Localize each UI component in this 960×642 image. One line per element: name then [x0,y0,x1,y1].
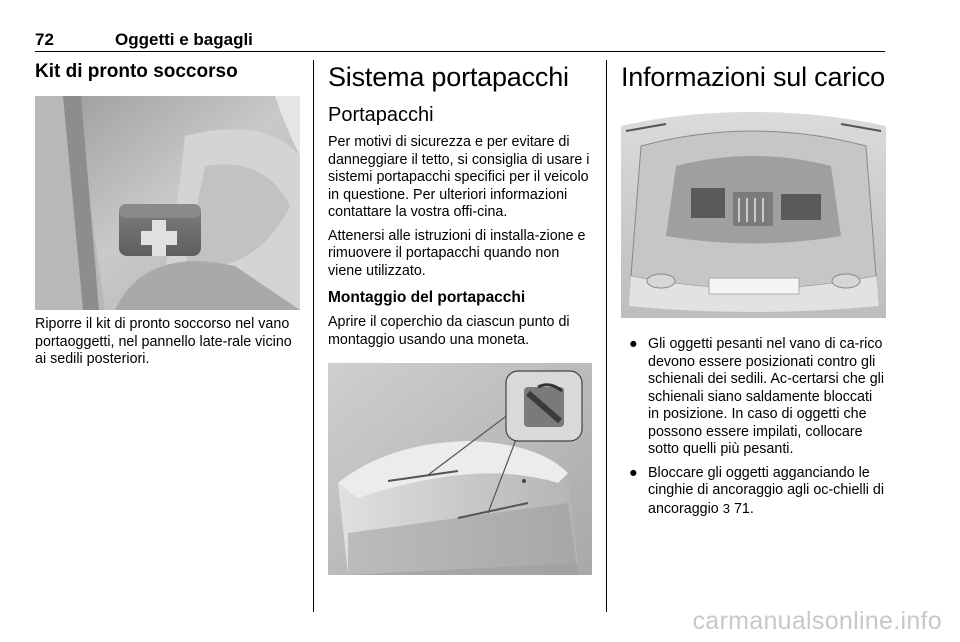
list-item [621,465,886,519]
column-first-aid [35,60,300,369]
page-number: 72 [35,30,54,49]
bullet-text: Gli oggetti pesanti nel vano di ca-rico devono essere posizionati contro gli schienali dei sedili. Ac-certarsi che gli schienali siano saldamente bloccati in posizione. In caso di oggetti che possono essere impilati, collocare sotto quelli più pesanti. [648,336,885,457]
subheading-mounting: Montaggio del portapacchi [328,289,526,306]
page-header [35,28,885,52]
column-divider [606,60,607,612]
subheading-roof-rack: Portapacchi [328,104,434,126]
column-divider [313,60,314,612]
bullet-text: Bloccare gli oggetti agganciando le cinghie di ancoraggio agli oc-chielli di ancoraggio [648,464,885,517]
roof-mounting-illustration [328,363,592,575]
first-aid-text: Riporre il kit di pronto soccorso nel vano portaoggetti, nel pannello late-rale vicino ai sedili posteriori. [35,316,292,367]
list-item [621,336,886,459]
first-aid-kit-illustration [35,96,300,310]
column-load-info [621,60,886,524]
roof-rack-para-2: Attenersi alle istruzioni di installa-zione e rimuovere il portapacchi quando non viene utilizzato. [328,227,586,279]
heading-roof-rack-system: Sistema portapacchi [328,62,569,92]
watermark-text: carmanualsonline.info [692,607,942,635]
page-reference-icon: 3 [722,500,730,516]
load-info-list [621,336,886,518]
column-roof-rack [328,60,592,575]
bullet-icon: ● [629,464,638,481]
running-title: Oggetti e bagagli [115,30,253,49]
heading-first-aid-kit: Kit di pronto soccorso [35,61,238,82]
cargo-area-illustration [621,106,886,318]
page-reference: 71. [733,500,754,517]
roof-rack-para-1: Per motivi di sicurezza e per evitare di danneggiare il tetto, si consiglia di usare i sistemi portapacchi specifici per il veicolo in questione. Per ulteriori informazioni contattare la vostra offi-cina. [328,134,590,220]
heading-load-information: Informazioni sul carico [621,62,886,92]
mounting-text: Aprire il coperchio da ciascun punto di montaggio usando una moneta. [328,314,570,348]
bullet-icon: ● [629,336,638,352]
